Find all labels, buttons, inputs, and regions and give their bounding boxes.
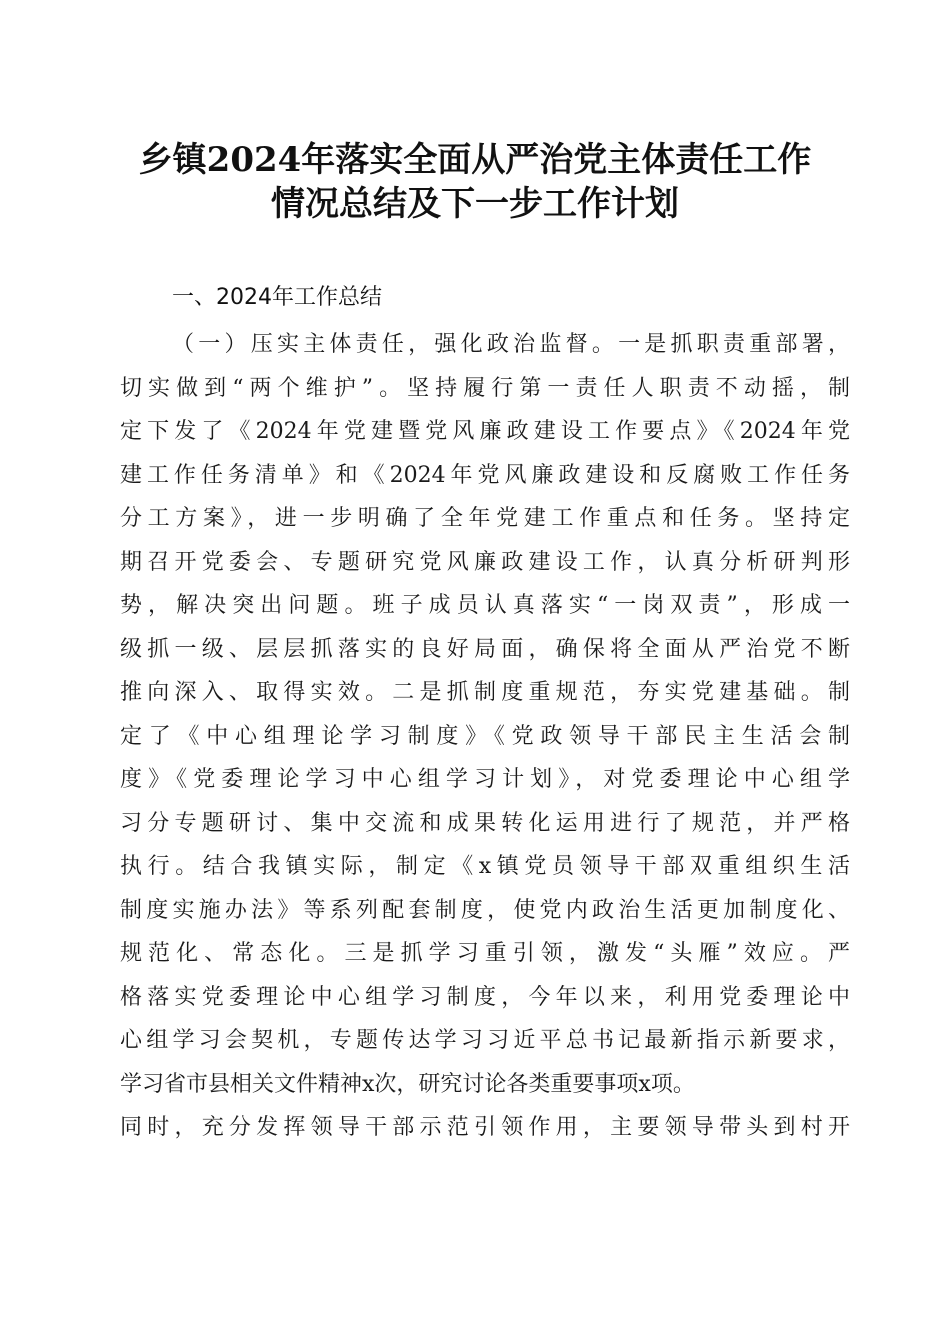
paragraph-line: 定了《中心组理论学习制度》《党政领导干部民主生活会制 xyxy=(120,723,850,749)
paragraph-line: 级抓一级、层层抓落实的良好局面，确保将全面从严治党不断 xyxy=(120,636,850,662)
body-paragraph xyxy=(120,323,850,1150)
title-line-2: 情况总结及下一步工作计划 xyxy=(271,184,679,224)
paragraph-line: 期召开党委会、专题研究党风廉政建设工作，认真分析研判形 xyxy=(120,549,850,575)
paragraph-line: 势，解决突出问题。班子成员认真落实“一岗双责”，形成一 xyxy=(120,593,850,618)
paragraph-line: 习分专题研讨、集中交流和成果转化运用进行了规范，并严格 xyxy=(120,810,850,836)
paragraph-line: （一）压实主体责任，强化政治监督。一是抓职责重部署， xyxy=(172,332,850,357)
section-heading: 一、2024年工作总结 xyxy=(172,285,382,310)
paragraph-line: 心组学习会契机，专题传达学习习近平总书记最新指示新要求， xyxy=(120,1028,850,1053)
paragraph-line: 制度实施办法》等系列配套制度，使党内政治生活更加制度化、 xyxy=(120,897,850,923)
paragraph-line: 分工方案》，进一步明确了全年党建工作重点和任务。坚持定 xyxy=(120,506,850,531)
paragraph-line: 定下发了《2024年党建暨党风廉政建设工作要点》《2024年党 xyxy=(120,419,850,444)
document-title xyxy=(60,138,890,226)
paragraph-line: 建工作任务清单》和《2024年党风廉政建设和反腐败工作任务 xyxy=(120,462,850,488)
paragraph-line: 规范化、常态化。三是抓学习重引领，激发“头雁”效应。严 xyxy=(120,941,850,966)
paragraph-line: 学习省市县相关文件精神x次，研究讨论各类重要事项x项。 xyxy=(120,1071,695,1097)
paragraph-line: 切实做到“两个维护”。坚持履行第一责任人职责不动摇，制 xyxy=(120,375,850,401)
title-line-1: 乡镇2024年落实全面从严治党主体责任工作 xyxy=(138,140,812,180)
paragraph-line: 执行。结合我镇实际，制定《x镇党员领导干部双重组织生活 xyxy=(120,854,850,879)
paragraph-line: 同时，充分发挥领导干部示范引领作用，主要领导带头到村开 xyxy=(120,1115,850,1140)
paragraph-line: 推向深入、取得实效。二是抓制度重规范，夯实党建基础。制 xyxy=(120,680,850,705)
paragraph-line: 度》《党委理论学习中心组学习计划》，对党委理论中心组学 xyxy=(120,767,850,792)
paragraph-line: 格落实党委理论中心组学习制度，今年以来，利用党委理论中 xyxy=(120,984,850,1010)
